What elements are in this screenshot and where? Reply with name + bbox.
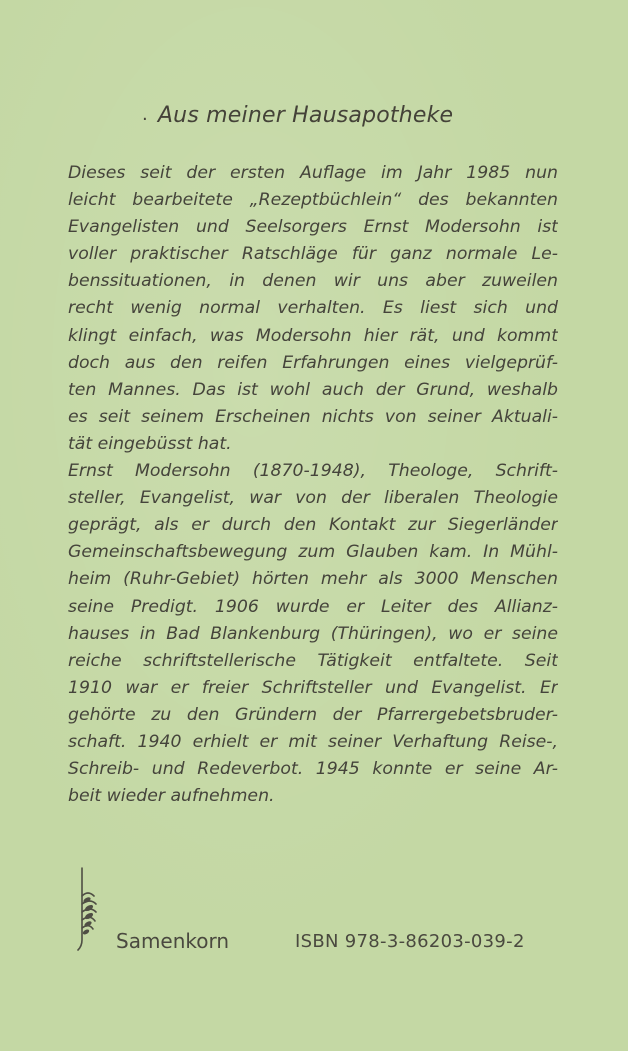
blurb-text	[68, 160, 558, 810]
blurb-line: doch aus den reifen Erfahrungen eines vielgeprüf-	[68, 352, 558, 373]
blurb-line: geprägt, als er durch den Kontakt zur Siegerländer	[68, 515, 558, 536]
blurb-line: reiche schriftstellerische Tätigkeit entfaltete. Seit	[68, 650, 558, 671]
blurb-line: Evangelisten und Seelsorgers Ernst Modersohn ist	[68, 217, 558, 238]
blurb-line: seine Predigt. 1906 wurde er Leiter des Allianz-	[68, 596, 558, 617]
blurb-line: Dieses seit der ersten Auflage im Jahr 1985 nun	[68, 163, 558, 183]
isbn-number: ISBN 978-3-86203-039-2	[295, 931, 525, 952]
blurb-line: Schreib- und Redeverbot. 1945 konnte er seine Ar-	[68, 759, 558, 780]
blurb-line: klingt einfach, was Modersohn hier rät, und kommt	[68, 325, 558, 346]
blurb-line: tät eingebüsst hat.	[68, 433, 232, 454]
blurb-line: recht wenig normal verhalten. Es liest sich und	[68, 298, 558, 319]
blurb-line: steller, Evangelist, war von der liberalen Theologie	[68, 488, 558, 509]
wheat-ear-icon	[70, 866, 106, 956]
book-title	[142, 103, 582, 128]
publisher-name: Samenkorn	[116, 929, 230, 953]
blurb-line: benssituationen, in denen wir uns aber zuweilen	[68, 271, 558, 292]
blurb-line: es seit seinem Erscheinen nichts von seiner Aktuali-	[68, 406, 558, 427]
blurb-line: schaft. 1940 erhielt er mit seiner Verhaftung Reise-,	[68, 731, 558, 752]
blurb-line: 1910 war er freier Schriftsteller und Evangelist. Er	[68, 677, 558, 698]
blurb-line: leicht bearbeitete „Rezeptbüchlein“ des bekannten	[68, 190, 558, 211]
publisher-footer	[70, 866, 570, 956]
blurb-line: beit wieder aufnehmen.	[68, 786, 275, 807]
blurb-line: ten Mannes. Das ist wohl auch der Grund, weshalb	[68, 379, 558, 400]
book-title-text: Aus meiner Hausapotheke	[157, 103, 454, 128]
title-marker: .	[142, 104, 148, 125]
blurb-line: hauses in Bad Blankenburg (Thüringen), wo er seine	[68, 623, 558, 644]
blurb-line: Gemeinschaftsbewegung zum Glauben kam. In Mühl-	[68, 542, 558, 563]
blurb-line: gehörte zu den Gründern der Pfarrergebetsbruder-	[68, 704, 558, 725]
blurb-line: Ernst Modersohn (1870-1948), Theologe, Schrift-	[68, 461, 558, 482]
blurb-line: voller praktischer Ratschläge für ganz normale Le-	[68, 244, 558, 265]
blurb-line: heim (Ruhr-Gebiet) hörten mehr als 3000 Menschen	[68, 569, 558, 590]
